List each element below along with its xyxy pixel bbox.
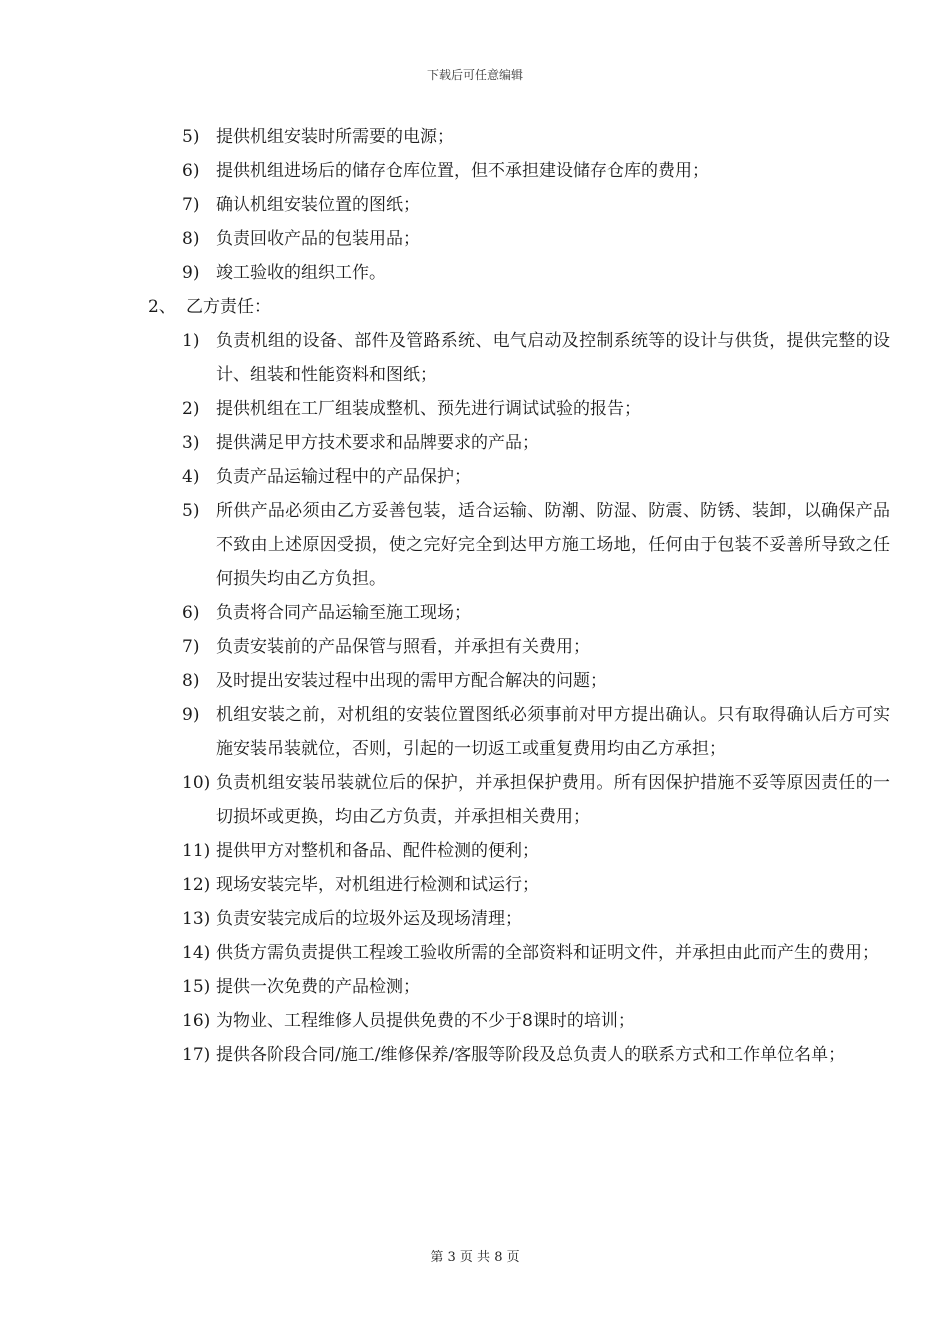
item-number: 7) xyxy=(182,195,200,215)
item-number: 10) xyxy=(182,773,211,793)
list-item xyxy=(0,970,890,1004)
list-item xyxy=(0,834,890,868)
item-number: 4) xyxy=(182,467,200,487)
item-number: 5) xyxy=(182,127,200,147)
item-text: 提供甲方对整机和备品、配件检测的便利； xyxy=(216,841,539,861)
item-text: 提供各阶段合同/施工/维修保养/客服等阶段及总负责人的联系方式和工作单位名单； xyxy=(216,1045,846,1065)
item-text: 提供机组进场后的储存仓库位置，但不承担建设储存仓库的费用； xyxy=(216,161,709,181)
item-text: 提供一次免费的产品检测； xyxy=(216,977,420,997)
item-number: 11) xyxy=(182,841,211,861)
item-text: 及时提出安装过程中出现的需甲方配合解决的问题； xyxy=(216,671,607,691)
list-item xyxy=(0,426,890,460)
list-item xyxy=(0,868,890,902)
item-text: 负责安装完成后的垃圾外运及现场清理； xyxy=(216,909,522,929)
list-item xyxy=(0,664,890,698)
list-item xyxy=(0,222,890,256)
page-footer: 第 3 页 共 8 页 xyxy=(430,1250,520,1265)
item-text: 负责安装前的产品保管与照看，并承担有关费用； xyxy=(216,637,590,657)
item-number: 14) xyxy=(182,943,211,963)
item-number: 7) xyxy=(182,637,200,657)
item-number: 1) xyxy=(182,331,200,351)
item-number: 8) xyxy=(182,671,200,691)
item-text: 所供产品必须由乙方妥善包装，适合运输、防潮、防湿、防震、防锈、装卸，以确保产品不致由上述原因受损，使之完好完全到达甲方施工场地，任何由于包装不妥善所导致之任何损失均由乙方负担。 xyxy=(216,501,890,589)
item-number: 9) xyxy=(182,705,200,725)
list-item xyxy=(0,1038,890,1072)
item-number: 13) xyxy=(182,909,211,929)
list-item xyxy=(0,630,890,664)
item-text: 机组安装之前，对机组的安装位置图纸必须事前对甲方提出确认。只有取得确认后方可实施安装吊装就位，否则，引起的一切返工或重复费用均由乙方承担； xyxy=(216,705,890,759)
item-number: 17) xyxy=(182,1045,211,1065)
page-header: 下载后可任意编辑 xyxy=(426,68,523,82)
list-item xyxy=(0,766,890,834)
item-text: 提供满足甲方技术要求和品牌要求的产品； xyxy=(216,433,539,453)
item-number: 16) xyxy=(182,1011,211,1031)
item-number: 3) xyxy=(182,433,200,453)
item-number: 6) xyxy=(182,161,200,181)
item-text: 负责机组安装吊装就位后的保护，并承担保护费用。所有因保护措施不妥等原因责任的一切损坏或更换，均由乙方负责，并承担相关费用； xyxy=(216,773,890,827)
item-text: 负责机组的设备、部件及管路系统、电气启动及控制系统等的设计与供货，提供完整的设计、组装和性能资料和图纸； xyxy=(216,331,890,385)
item-text: 竣工验收的组织工作。 xyxy=(216,263,386,283)
item-text: 提供机组在工厂组装成整机、预先进行调试试验的报告； xyxy=(216,399,641,419)
list-item xyxy=(0,936,890,970)
list-item xyxy=(0,1004,890,1038)
section-title: 乙方责任： xyxy=(186,297,271,317)
list-item xyxy=(0,256,890,290)
item-number: 8) xyxy=(182,229,200,249)
item-text: 负责产品运输过程中的产品保护； xyxy=(216,467,471,487)
item-number: 15) xyxy=(182,977,211,997)
section-heading xyxy=(0,290,950,324)
list-item xyxy=(0,324,890,392)
document-body xyxy=(0,120,950,1072)
item-number: 9) xyxy=(182,263,200,283)
list-item xyxy=(0,596,890,630)
list-item xyxy=(0,902,890,936)
item-text: 供货方需负责提供工程竣工验收所需的全部资料和证明文件，并承担由此而产生的费用； xyxy=(216,943,879,963)
item-text: 确认机组安装位置的图纸； xyxy=(216,195,420,215)
list-item xyxy=(0,392,890,426)
item-text: 提供机组安装时所需要的电源； xyxy=(216,127,454,147)
list-item xyxy=(0,188,890,222)
list-item xyxy=(0,120,890,154)
item-number: 5) xyxy=(182,501,200,521)
item-text: 负责将合同产品运输至施工现场； xyxy=(216,603,471,623)
section-number: 2、 xyxy=(148,297,176,317)
item-number: 12) xyxy=(182,875,211,895)
item-text: 为物业、工程维修人员提供免费的不少于8课时的培训； xyxy=(216,1011,635,1031)
list-item xyxy=(0,494,890,596)
list-item xyxy=(0,698,890,766)
item-text: 负责回收产品的包装用品； xyxy=(216,229,420,249)
list-item xyxy=(0,154,890,188)
item-number: 6) xyxy=(182,603,200,623)
list-item xyxy=(0,460,890,494)
item-text: 现场安装完毕，对机组进行检测和试运行； xyxy=(216,875,539,895)
item-number: 2) xyxy=(182,399,200,419)
